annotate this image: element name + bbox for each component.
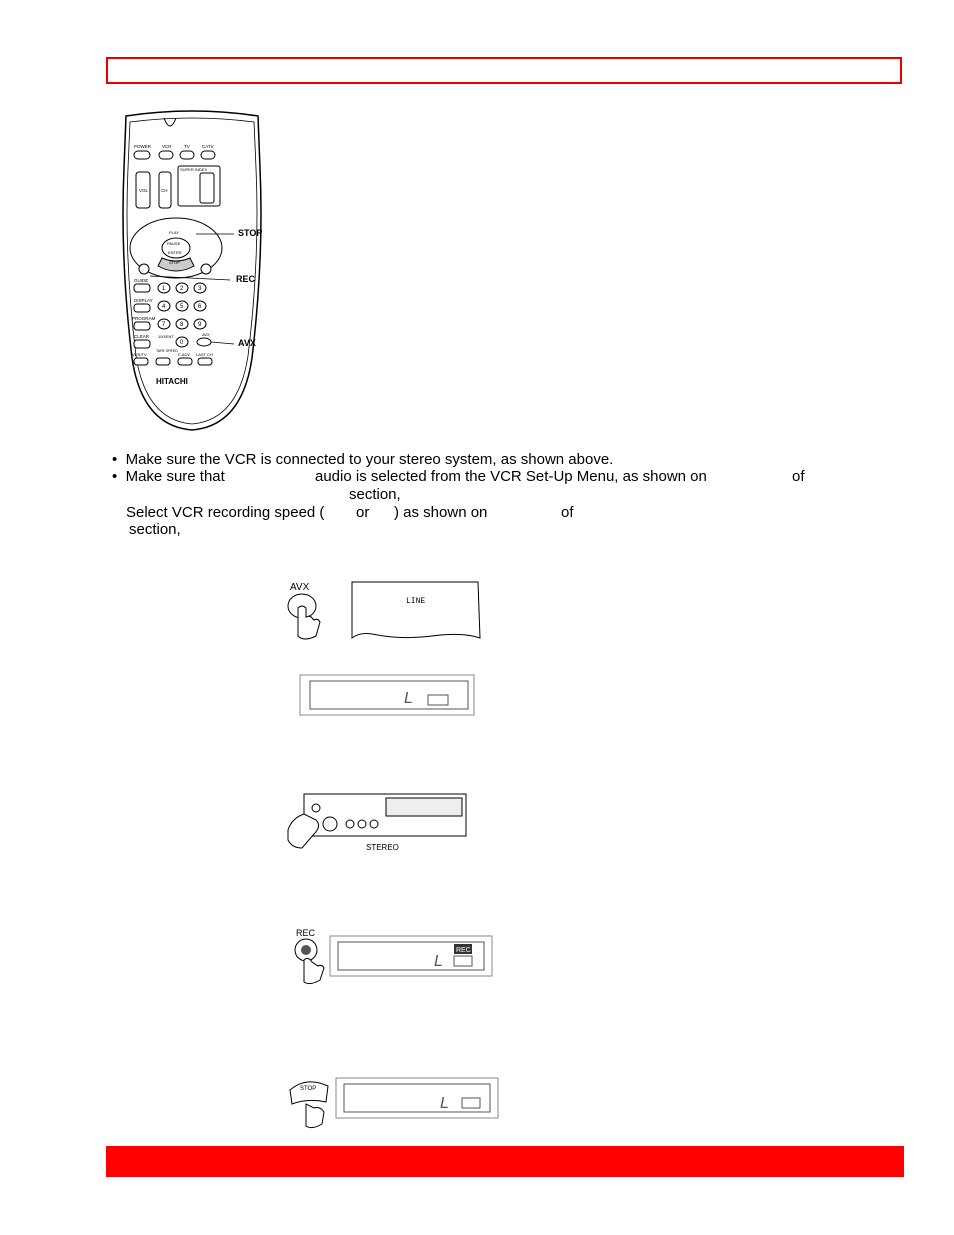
power-label: POWER [134,144,152,149]
bullet-3-part-b: or [356,504,370,521]
avx-figure [282,578,492,642]
fadv-button[interactable] [178,358,192,365]
rec-callout: REC [236,274,256,284]
guide-button[interactable] [134,284,150,292]
stop-label: STOP [169,260,180,265]
bullet-3-part-e: section, [129,521,181,538]
stereo-indicator-icon [312,804,320,812]
svg-text:0: 0 [180,340,184,346]
page-footer-bar [106,1146,904,1177]
line-label: LINE [406,597,426,606]
tape-speed-label: TAPE SPEED [156,349,178,353]
ch-label: CH [161,188,168,193]
vcr-display-window [386,798,462,816]
cassette-icon [428,695,448,705]
pointing-hand-icon [304,958,324,983]
vcrtv-button[interactable] [134,358,148,365]
power-button[interactable] [134,151,150,159]
fadv-label: F-ADV [178,352,190,357]
svg-text:1: 1 [162,286,166,292]
pause-label: PAUSE [167,241,181,246]
enter-label: ENTER [168,250,182,255]
svg-text:3: 3 [198,286,202,292]
svg-text:6: 6 [198,304,202,310]
rec-figure [284,926,496,986]
vcrtv-label: VCR/TV [132,352,147,357]
rec-badge-text: REC [456,947,471,954]
guide-label: GUIDE [134,278,149,283]
stop-display-speed: L [440,1095,449,1112]
pointing-hand-icon [288,814,319,848]
svg-text:5: 5 [180,304,184,310]
svg-text:4: 4 [162,304,166,310]
100-label: 100/ENT [158,334,174,339]
tape-speed-button[interactable] [156,358,170,365]
rec-button[interactable] [139,264,149,274]
super-index-rocker[interactable] [200,173,214,203]
clear-button[interactable] [134,340,150,348]
last-ch-label: LAST CH [196,352,213,357]
tv-screen [352,582,480,638]
bullet-2-part-b: audio is selected from the VCR Set-Up Menu, as shown on [315,468,707,485]
bullet-2: • Make sure that [112,468,225,485]
svg-text:7: 7 [162,322,166,328]
bullet-3-part-d: of [561,504,574,521]
rec-display-speed: L [434,953,443,970]
bullet-3-part-c: ) as shown on [394,504,488,521]
vcr-display-figure [298,673,478,717]
play-label: PLAY [169,230,179,235]
avx-figure-label: AVX [290,582,310,593]
display-label: DISPLAY [134,298,153,303]
avx-button[interactable] [197,338,211,346]
display-speed-indicator: L [404,690,413,707]
bullet-2-part-d: section, [349,486,401,503]
vcr-button[interactable] [159,151,173,159]
bullet-1-text: Make sure the VCR is connected to your stereo system, as shown above. [125,451,614,468]
vol-label: VOL [139,188,149,193]
cassette-icon [462,1098,480,1108]
super-index-label: SUPER INDEX [180,167,208,172]
vcr-label: VCR [162,144,172,149]
tv-button[interactable] [180,151,194,159]
svg-text:9: 9 [198,322,202,328]
tv-label: TV [184,144,190,149]
page-header-box [106,57,902,84]
pointing-hand-icon [306,1104,324,1128]
cassette-icon [454,956,472,966]
rec-figure-label: REC [296,928,316,938]
display-button[interactable] [134,304,150,312]
slow-button[interactable] [201,264,211,274]
program-button[interactable] [134,322,150,330]
bullet-2-part-c: of [792,468,805,485]
stop-figure [286,1074,502,1130]
stop-callout: STOP [238,228,263,238]
program-label: PROGRAM [132,316,156,321]
avx-label: AVX [202,332,210,337]
svg-text:2: 2 [180,286,184,292]
catv-label: CATV [202,144,214,149]
bullet-3-part-a: Select VCR recording speed ( [126,504,325,521]
clear-label: CLEAR [134,334,150,339]
remote-control-illustration [112,108,272,438]
stereo-figure [282,790,472,852]
last-ch-button[interactable] [198,358,212,365]
avx-callout: AVX [238,338,256,348]
stereo-label: STEREO [366,843,399,852]
brand-logo: HITACHI [156,377,188,386]
bullet-1: • Make sure the VCR is connected to your stereo system, as shown above. [112,451,614,468]
catv-button[interactable] [201,151,215,159]
stop-figure-label: STOP [300,1086,317,1092]
svg-text:8: 8 [180,322,184,328]
